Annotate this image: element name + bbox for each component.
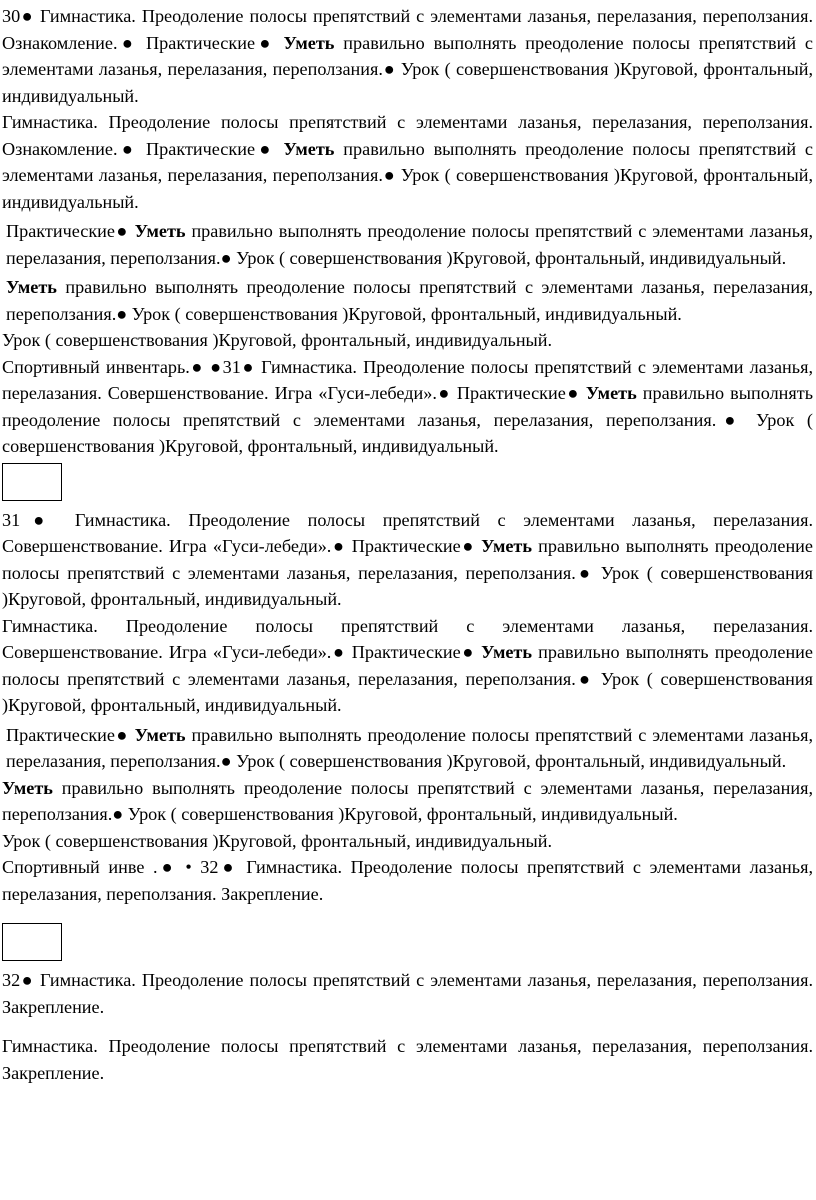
bold-term: Уметь [283,32,335,53]
bold-term: Уметь [134,724,186,745]
bold-term: Уметь [6,277,57,297]
bold-term: Уметь [481,536,532,556]
bold-term: Уметь [134,221,186,241]
paragraph: Спортивный инве .● • 32● Гимнастика. Преодоление полосы препятствий с элементами лазанья, перелазания, переползания. Закрепление. [2,857,813,904]
paragraph: Гимнастика. Преодоление полосы препятствий с элементами лазанья, перелазания, переползания. Ознакомление.● Практические● Уметь правильно выполнять преодоление полосы препятствий с элементами лазанья, перелазания, переползания.● Урок ( совершенствования )Круговой, фронтальный, индивидуальный. [2,112,813,212]
paragraph: Практические● Уметь правильно выполнять преодоление полосы препятствий с элементами лазанья, перелазания, переползания.● Урок ( совершенствования )Круговой, фронтальный, индивидуальный. [6,221,813,268]
paragraph: Урок ( совершенствования )Круговой, фронтальный, индивидуальный. [2,830,553,851]
paragraph: Спортивный инвентарь.● ●31● Гимнастика. Преодоление полосы препятствий с элементами лазанья, перелазания. Совершенствование. Игра «Гуси-лебеди».● Практические● Уметь правильно выполнять преодоление полосы препятствий с элементами лазанья, перелазания, переползания.● Урок ( совершенствования )Круговой, фронтальный, индивидуальный. [2,356,813,456]
spacer [2,1020,813,1033]
paragraph: Практические● Уметь правильно выполнять преодоление полосы препятствий с элементами лазанья, перелазания, переползания.● Урок ( совершенствования )Круговой, фронтальный, индивидуальный. [6,724,813,771]
bold-term: Уметь [2,777,53,798]
paragraph: 32● Гимнастика. Преодоление полосы препятствий с элементами лазанья, перелазания, переползания. Закрепление. [2,970,813,1017]
bold-term: Уметь [481,642,532,662]
paragraph: Гимнастика. Преодоление полосы препятствий с элементами лазанья, перелазания. Совершенствование. Игра «Гуси-лебеди».● Практические● Уметь правильно выполнять преодоление полосы препятствий с элементами лазанья, перелазания, переползания.● Урок ( совершенствования )Круговой, фронтальный, индивидуальный. [2,615,813,715]
spacer [2,907,813,920]
paragraph: 30● Гимнастика. Преодоление полосы препятствий с элементами лазанья, перелазания, переползания. Ознакомление.● Практические● Уметь правильно выполнять преодоление полосы препятствий с элементами лазанья, перелазания, переползания.● Урок ( совершенствования )Круговой, фронтальный, индивидуальный. [2,6,813,106]
paragraph: Уметь правильно выполнять преодоление полосы препятствий с элементами лазанья, перелазания, переползания.● Урок ( совершенствования )Круговой, фронтальный, индивидуальный. [2,777,813,824]
bold-term: Уметь [585,383,637,403]
paragraph: Гимнастика. Преодоление полосы препятствий с элементами лазанья, перелазания, переползания. Закрепление. [2,1036,813,1083]
empty-table-cell [2,463,62,501]
empty-table-cell [2,923,62,961]
bold-term: Уметь [283,138,335,159]
paragraph: Уметь правильно выполнять преодоление полосы препятствий с элементами лазанья, перелазания, переползания.● Урок ( совершенствования )Круговой, фронтальный, индивидуальный. [6,277,813,324]
paragraph: Урок ( совершенствования )Круговой, фронтальный, индивидуальный. [2,330,553,350]
paragraph: 31● Гимнастика. Преодоление полосы препятствий с элементами лазанья, перелазания. Совершенствование. Игра «Гуси-лебеди».● Практические● Уметь правильно выполнять преодоление полосы препятствий с элементами лазанья, перелазания, переползания.● Урок ( совершенствования )Круговой, фронтальный, индивидуальный. [2,509,813,609]
